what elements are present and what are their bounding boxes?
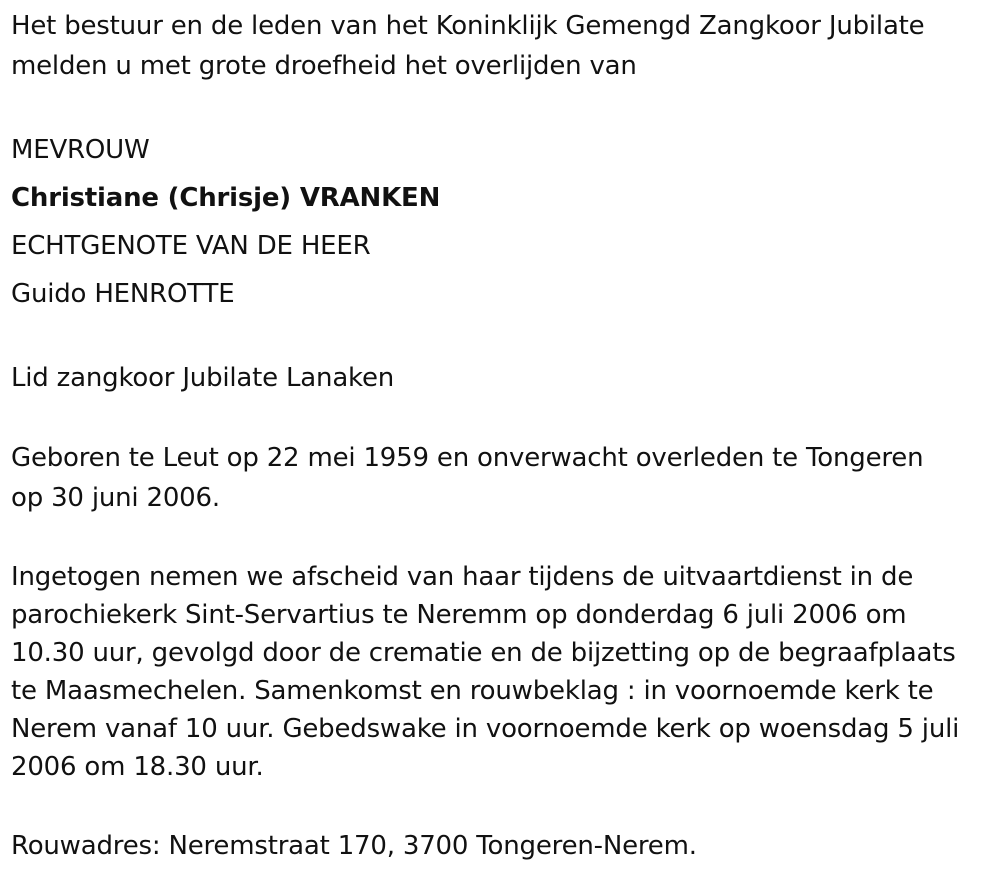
service-line-3: 10.30 uur, gevolgd door de crematie en de bijzetting op de begraafplaats xyxy=(11,638,956,668)
deceased-relation: ECHTGENOTE VAN DE HEER xyxy=(11,231,371,261)
service-line-4: te Maasmechelen. Samenkomst en rouwbeklag : in voornoemde kerk te xyxy=(11,676,934,706)
spacer xyxy=(11,398,991,438)
service-line-5: Nerem vanaf 10 uur. Gebedswake in voornoemde kerk op woensdag 5 juli xyxy=(11,714,960,744)
birth-death-line-1: Geboren te Leut op 22 mei 1959 en onverwacht overleden te Tongeren xyxy=(11,443,924,473)
service-line-2: parochiekerk Sint-Servartius te Neremm op donderdag 6 juli 2006 om xyxy=(11,600,907,630)
deceased-spouse: Guido HENROTTE xyxy=(11,279,235,309)
obituary-notice xyxy=(11,6,991,866)
mourning-address: Rouwadres: Neremstraat 170, 3700 Tongeren-Nerem. xyxy=(11,831,697,861)
deceased-title: MEVROUW xyxy=(11,135,150,165)
birth-death-line-2: op 30 juni 2006. xyxy=(11,483,220,513)
spacer xyxy=(11,518,991,558)
intro-line-1: Het bestuur en de leden van het Koninklijk Gemengd Zangkoor Jubilate xyxy=(11,11,925,41)
deceased-name: Christiane (Chrisje) VRANKEN xyxy=(11,183,441,213)
spacer xyxy=(11,786,991,826)
service-line-1: Ingetogen nemen we afscheid van haar tijdens de uitvaartdienst in de xyxy=(11,562,914,592)
spacer xyxy=(11,318,991,358)
membership-text: Lid zangkoor Jubilate Lanaken xyxy=(11,363,395,393)
service-line-6: 2006 om 18.30 uur. xyxy=(11,752,264,782)
intro-line-2: melden u met grote droefheid het overlijden van xyxy=(11,51,637,81)
spacer xyxy=(11,86,991,126)
